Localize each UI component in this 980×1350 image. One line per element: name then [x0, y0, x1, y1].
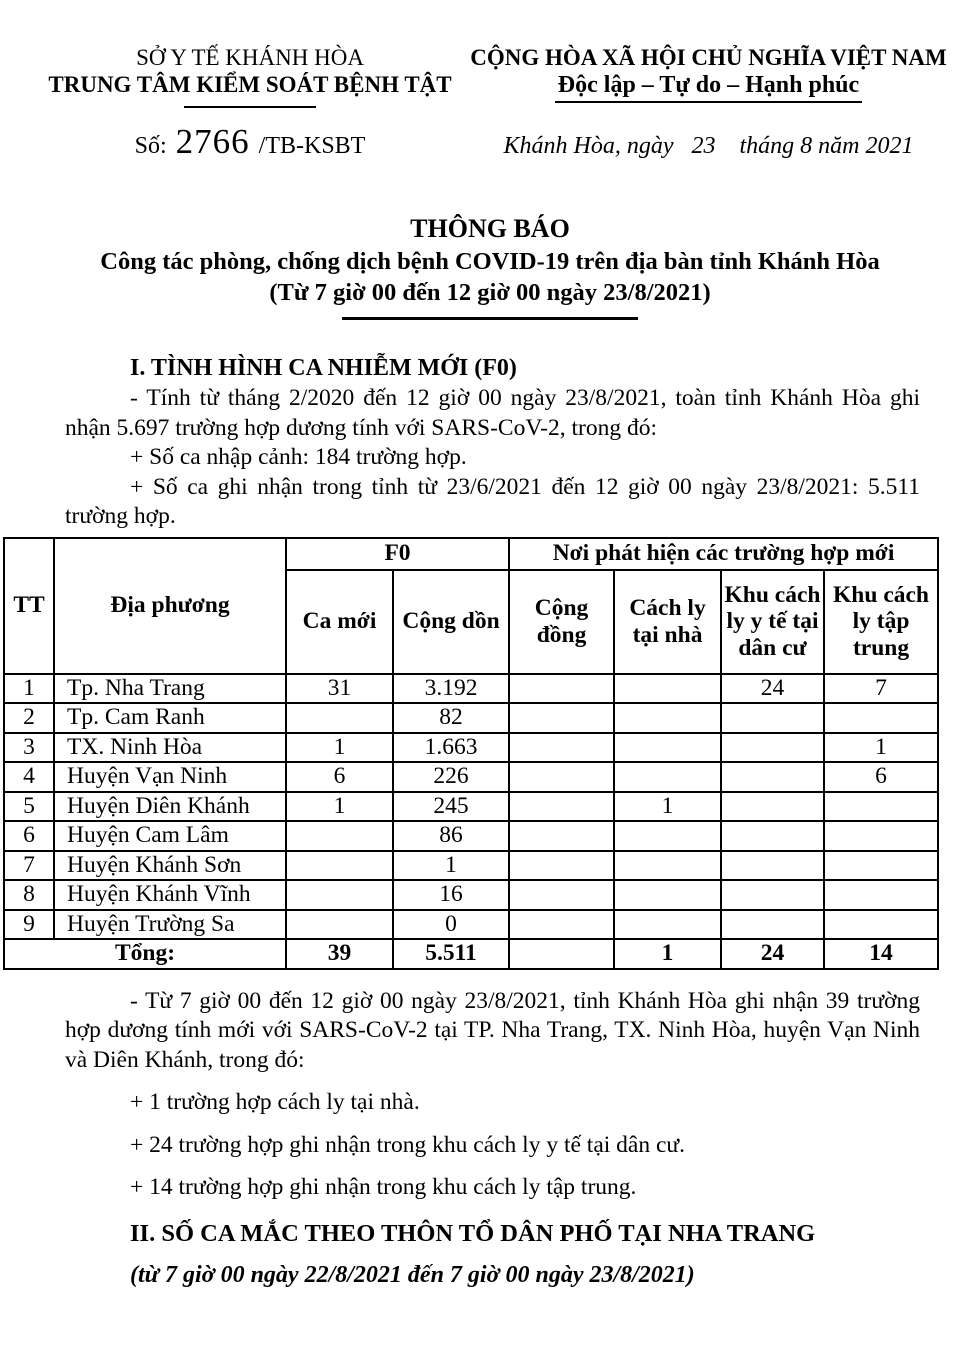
table-row — [4, 821, 938, 851]
total-new-cases: 39 — [286, 939, 393, 969]
national-title: CỘNG HÒA XÃ HỘI CHỦ NGHĨA VIỆT NAM — [470, 45, 947, 70]
cell-central-quarantine — [824, 910, 938, 940]
cell-tt: 2 — [4, 703, 54, 733]
cell-medical-quarantine — [721, 880, 824, 910]
cell-new-cases — [286, 821, 393, 851]
section-1-body — [65, 384, 920, 532]
doc-period-title: (Từ 7 giờ 00 đến 12 giờ 00 ngày 23/8/2021) — [269, 279, 711, 306]
total-home-quarantine: 1 — [614, 939, 721, 969]
col-group-detection-place: Nơi phát hiện các trường hợp mới — [509, 538, 938, 570]
reference-row — [0, 122, 980, 162]
national-motto: Độc lập – Tự do – Hạnh phúc — [555, 71, 862, 103]
col-header-cumulative: Cộng dồn — [393, 570, 509, 674]
notes-paragraph-3: + 24 trường hợp ghi nhận trong khu cách ly y tế tại dân cư. — [130, 1131, 686, 1158]
cell-medical-quarantine: 24 — [721, 674, 824, 704]
section-2-subheading: (từ 7 giờ 00 ngày 22/8/2021 đến 7 giờ 00 ngày 23/8/2021) — [130, 1261, 695, 1288]
cell-central-quarantine: 7 — [824, 674, 938, 704]
doc-type-title: THÔNG BÁO — [410, 214, 570, 243]
cell-community — [509, 733, 614, 763]
document-title-block — [0, 212, 980, 320]
cell-new-cases: 6 — [286, 762, 393, 792]
total-cumulative: 5.511 — [393, 939, 509, 969]
cell-new-cases: 31 — [286, 674, 393, 704]
cell-home-quarantine — [614, 733, 721, 763]
table-row — [4, 762, 938, 792]
col-header-community: Cộng đồng — [509, 570, 614, 674]
agency-underline-rule — [184, 106, 316, 108]
cell-new-cases — [286, 910, 393, 940]
notes-paragraph-2: + 1 trường hợp cách ly tại nhà. — [130, 1089, 420, 1115]
cell-medical-quarantine — [721, 851, 824, 881]
section-2-heading: II. SỐ CA MẮC THEO THÔN TỔ DÂN PHỐ TẠI NHA TRANG — [130, 1219, 816, 1247]
col-group-f0: F0 — [286, 538, 509, 570]
cell-home-quarantine — [614, 674, 721, 704]
col-header-tt: TT — [4, 538, 54, 674]
col-header-medical-quarantine-area: Khu cách ly y tế tại dân cư — [721, 570, 824, 674]
col-header-locality: Địa phương — [54, 538, 286, 674]
cell-community — [509, 762, 614, 792]
cell-cumulative: 16 — [393, 880, 509, 910]
issuing-agency-parent: SỞ Y TẾ KHÁNH HÒA — [136, 45, 364, 70]
total-medical-quarantine: 24 — [721, 939, 824, 969]
cell-locality: Tp. Nha Trang — [54, 674, 286, 704]
section-1-heading: I. TÌNH HÌNH CA NHIỄM MỚI (F0) — [130, 355, 517, 381]
table-total-row — [4, 939, 938, 969]
cell-locality: TX. Ninh Hòa — [54, 733, 286, 763]
cell-central-quarantine — [824, 821, 938, 851]
cell-home-quarantine — [614, 910, 721, 940]
total-community — [509, 939, 614, 969]
cell-community — [509, 674, 614, 704]
cell-home-quarantine — [614, 880, 721, 910]
cell-community — [509, 703, 614, 733]
table-header-row-1 — [4, 538, 938, 570]
cell-cumulative: 86 — [393, 821, 509, 851]
cell-locality: Huyện Vạn Ninh — [54, 762, 286, 792]
doc-subject-title: Công tác phòng, chống dịch bệnh COVID-19 trên địa bàn tỉnh Khánh Hòa — [100, 248, 880, 275]
section-1-notes — [65, 987, 920, 1203]
cell-tt: 8 — [4, 880, 54, 910]
national-header-block — [465, 44, 980, 108]
cell-community — [509, 851, 614, 881]
cell-locality: Huyện Cam Lâm — [54, 821, 286, 851]
cell-central-quarantine: 6 — [824, 762, 938, 792]
cell-cumulative: 82 — [393, 703, 509, 733]
cell-central-quarantine — [824, 851, 938, 881]
cell-cumulative: 1 — [393, 851, 509, 881]
cell-tt: 9 — [4, 910, 54, 940]
cell-medical-quarantine — [721, 792, 824, 822]
cell-new-cases: 1 — [286, 792, 393, 822]
total-label: Tổng: — [4, 939, 286, 969]
table-row — [4, 792, 938, 822]
table-row — [4, 880, 938, 910]
cell-home-quarantine — [614, 762, 721, 792]
cell-new-cases — [286, 703, 393, 733]
cell-medical-quarantine — [721, 733, 824, 763]
cell-new-cases: 1 — [286, 733, 393, 763]
cell-locality: Huyện Diên Khánh — [54, 792, 286, 822]
cell-locality: Huyện Trường Sa — [54, 910, 286, 940]
cell-new-cases — [286, 851, 393, 881]
cell-cumulative: 226 — [393, 762, 509, 792]
cell-tt: 7 — [4, 851, 54, 881]
issuing-agency-block — [35, 44, 465, 108]
cell-tt: 5 — [4, 792, 54, 822]
cell-cumulative: 0 — [393, 910, 509, 940]
section-1-paragraph-1: - Tính từ tháng 2/2020 đến 12 giờ 00 ngày 23/8/2021, toàn tỉnh Khánh Hòa ghi nhận 5.697 trường hợp dương tính với SARS-CoV-2, trong đó: — [65, 385, 920, 441]
cell-medical-quarantine — [721, 762, 824, 792]
cell-tt: 1 — [4, 674, 54, 704]
cell-community — [509, 821, 614, 851]
cell-cumulative: 3.192 — [393, 674, 509, 704]
cell-locality: Huyện Khánh Vĩnh — [54, 880, 286, 910]
place-and-date: Khánh Hòa, ngày 23 tháng 8 năm 2021 — [503, 133, 914, 159]
col-header-new-cases: Ca mới — [286, 570, 393, 674]
table-row — [4, 851, 938, 881]
cell-cumulative: 1.663 — [393, 733, 509, 763]
cell-tt: 6 — [4, 821, 54, 851]
notes-paragraph-4: + 14 trường hợp ghi nhận trong khu cách ly tập trung. — [130, 1174, 637, 1200]
cell-home-quarantine: 1 — [614, 792, 721, 822]
table-row — [4, 703, 938, 733]
cases-by-locality-table — [3, 537, 939, 970]
cell-medical-quarantine — [721, 703, 824, 733]
col-header-home-quarantine: Cách ly tại nhà — [614, 570, 721, 674]
cell-home-quarantine — [614, 851, 721, 881]
cell-medical-quarantine — [721, 910, 824, 940]
cell-central-quarantine: 1 — [824, 733, 938, 763]
cell-home-quarantine — [614, 821, 721, 851]
doc-number-symbol: /TB-KSBT — [258, 133, 366, 159]
cell-community — [509, 880, 614, 910]
table-row — [4, 733, 938, 763]
table-row — [4, 674, 938, 704]
notes-paragraph-1: - Từ 7 giờ 00 đến 12 giờ 00 ngày 23/8/2021, tỉnh Khánh Hòa ghi nhận 39 trường hợp dương tính mới với SARS-CoV-2 tại TP. Nha Trang, TX. Ninh Hòa, huyện Vạn Ninh và Diên Khánh, trong đó: — [65, 987, 920, 1073]
cell-home-quarantine — [614, 703, 721, 733]
cell-medical-quarantine — [721, 821, 824, 851]
document-header — [0, 0, 980, 108]
table-row — [4, 910, 938, 940]
cell-community — [509, 910, 614, 940]
cell-locality: Huyện Khánh Sơn — [54, 851, 286, 881]
document-number — [35, 122, 465, 162]
issuing-agency-name: TRUNG TÂM KIỂM SOÁT BỆNH TẬT — [48, 72, 452, 97]
cell-central-quarantine — [824, 880, 938, 910]
total-central-quarantine: 14 — [824, 939, 938, 969]
cell-locality: Tp. Cam Ranh — [54, 703, 286, 733]
cell-tt: 4 — [4, 762, 54, 792]
section-1-paragraph-2: + Số ca nhập cảnh: 184 trường hợp. — [130, 444, 467, 470]
cell-cumulative: 245 — [393, 792, 509, 822]
cell-new-cases — [286, 880, 393, 910]
doc-number-label: Số: — [134, 133, 167, 159]
cell-central-quarantine — [824, 792, 938, 822]
title-underline-rule — [342, 317, 638, 320]
cell-central-quarantine — [824, 703, 938, 733]
cell-tt: 3 — [4, 733, 54, 763]
col-header-central-quarantine-area: Khu cách ly tập trung — [824, 570, 938, 674]
doc-number-value: 2766 — [175, 122, 250, 161]
section-1-paragraph-3: + Số ca ghi nhận trong tỉnh từ 23/6/2021 đến 12 giờ 00 ngày 23/8/2021: 5.511 trường hợp. — [65, 473, 920, 529]
cell-community — [509, 792, 614, 822]
